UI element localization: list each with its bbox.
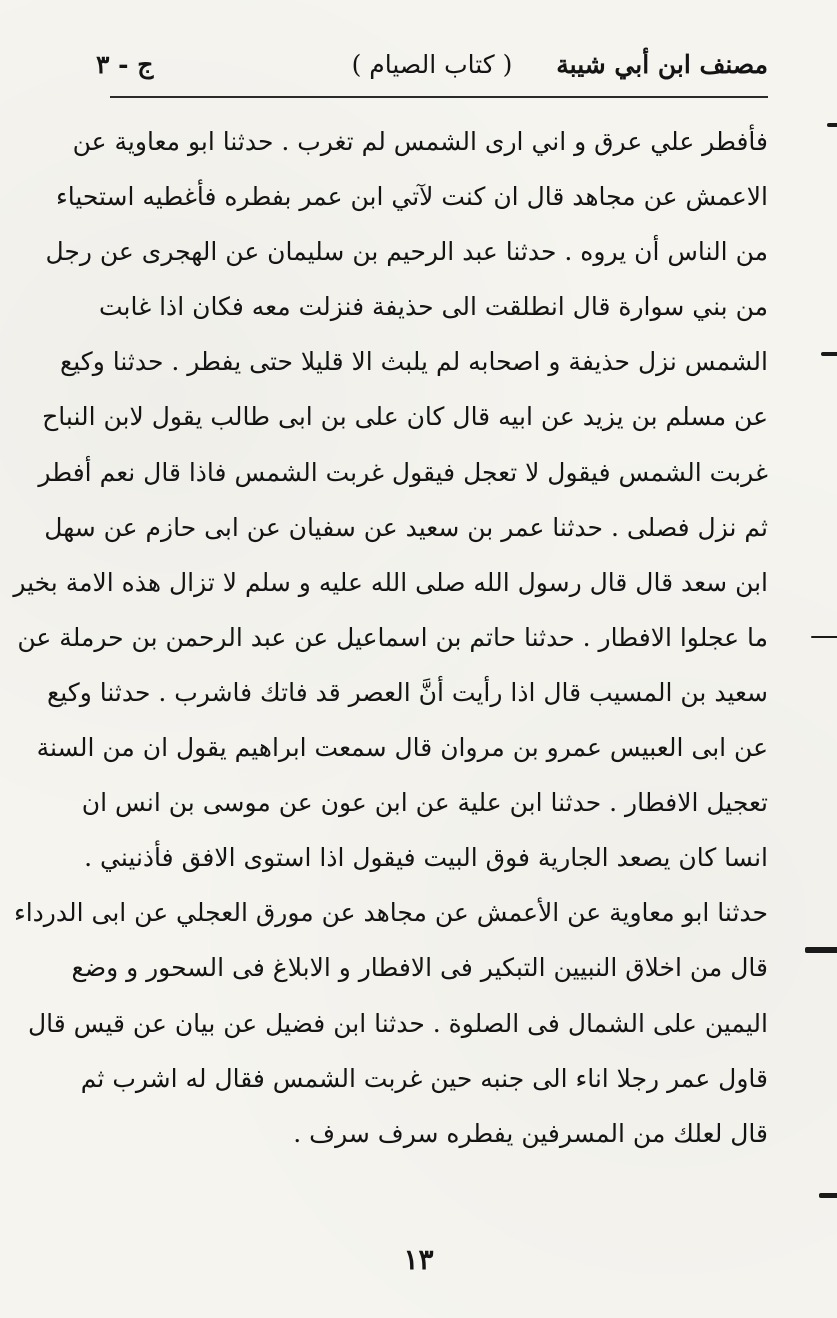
text-line: من بني سوارة قال انطلقت الى حذيفة فنزلت معه فكان اذا غابت [98, 292, 768, 322]
text-line: عن ابى العبيس عمرو بن مروان قال سمعت ابراهيم يقول ان من السنة [36, 733, 768, 763]
text-line: عن مسلم بن يزيد عن ابيه قال كان على بن ابى طالب يقول لابن النباح [42, 402, 768, 432]
chapter-title: ( كتاب الصيام ) [351, 50, 513, 79]
text-line: قال من اخلاق النبيين التبكير فى الافطار و الابلاغ فى السحور و وضع [71, 953, 768, 983]
text-line: قاول عمر رجلا اناء الى جنبه حين غربت الشمس فقال له اشرب ثم [80, 1063, 768, 1093]
text-line: سعيد بن المسيب قال اذا رأيت أنَّ العصر قد فاتك فاشرب . حدثنا وكيع [46, 677, 768, 707]
margin-mark [821, 352, 837, 356]
text-line: حدثنا ابو معاوية عن الأعمش عن مجاهد عن مورق العجلي عن ابى الدرداء [13, 898, 768, 928]
text-line: انسا كان يصعد الجارية فوق البيت فيقول اذا استوى الافق فأذنيني . [84, 843, 768, 873]
header-divider [110, 96, 768, 98]
text-line: الاعمش عن مجاهد قال ان كنت لآتي ابن عمر بفطره فأغطيه استحياء [55, 182, 768, 212]
volume-label: ج - ٣ [96, 50, 154, 79]
text-line: قال لعلك من المسرفين يفطره سرف سرف . [293, 1118, 768, 1148]
margin-mark [827, 123, 837, 127]
text-line: ابن سعد قال قال رسول الله صلى الله عليه و سلم لا تزال هذه الامة بخير [13, 567, 768, 597]
margin-mark [811, 636, 837, 638]
text-line: ثم نزل فصلى . حدثنا عمر بن سعيد عن سفيان عن ابى حازم عن سهل [44, 512, 768, 542]
text-line: تعجيل الافطار . حدثنا ابن علية عن ابن عون عن موسى بن انس ان [81, 788, 768, 818]
text-line: الشمس نزل حذيفة و اصحابه لم يلبث الا قليلا حتى يفطر . حدثنا وكيع [59, 347, 768, 377]
text-line: اليمين على الشمال فى الصلوة . حدثنا ابن فضيل عن بيان عن قيس قال [27, 1008, 768, 1038]
page-header [96, 42, 768, 92]
margin-mark [805, 947, 837, 953]
text-line: غربت الشمس فيقول لا تعجل فيقول غربت الشمس فاذا قال نعم أفطر [38, 457, 768, 487]
page-number: ١٣ [403, 1243, 434, 1276]
margin-mark [819, 1193, 837, 1198]
text-line: ما عجلوا الافطار . حدثنا حاتم بن اسماعيل عن عبد الرحمن بن حرملة عن [17, 622, 768, 652]
text-line: فأفطر علي عرق و اني ارى الشمس لم تغرب . حدثنا ابو معاوية عن [72, 127, 768, 156]
book-title: مصنف ابن أبي شيبة [556, 50, 768, 79]
body-text [13, 114, 768, 1161]
text-line: من الناس أن يروه . حدثنا عبد الرحيم بن سليمان عن الهجرى عن رجل [45, 237, 768, 267]
